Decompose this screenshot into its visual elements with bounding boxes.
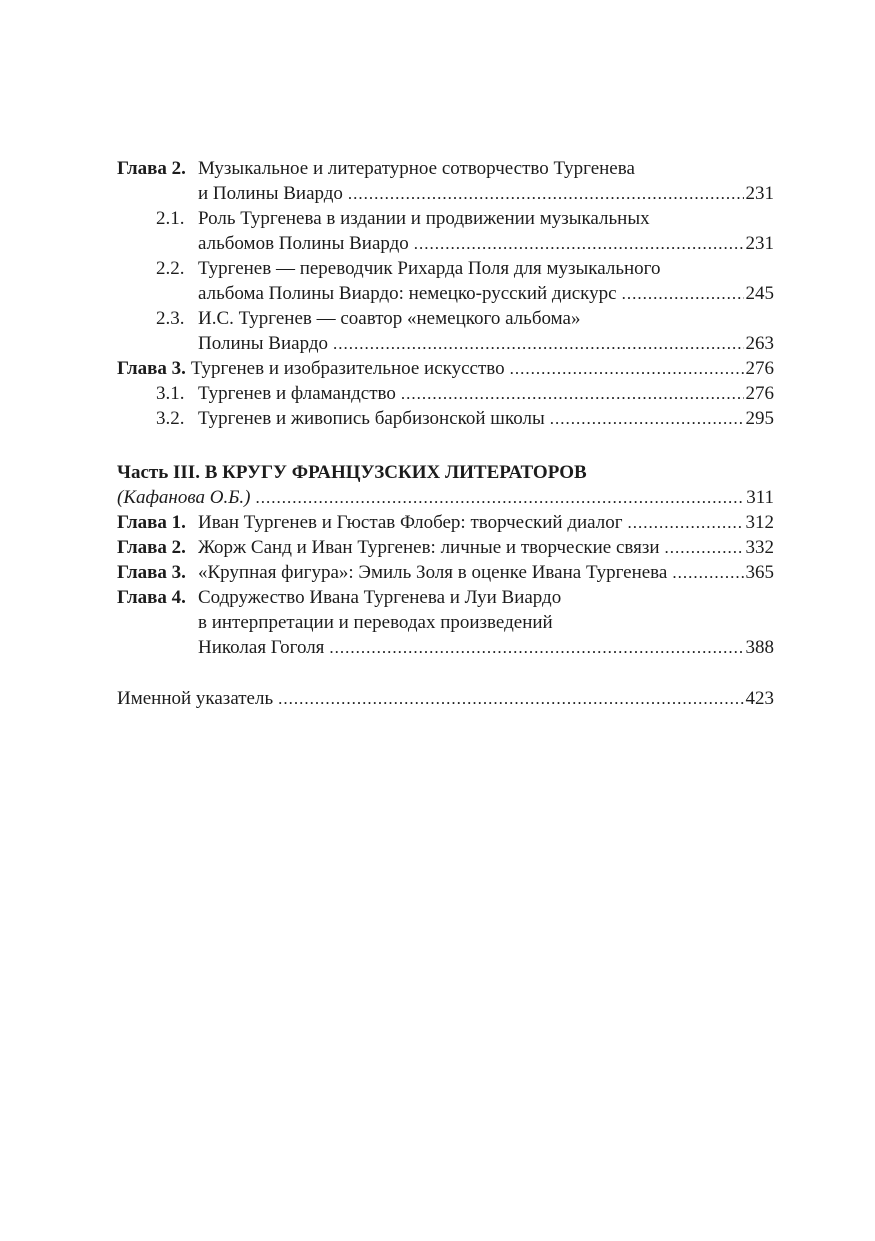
toc-entry-section-2-3 [117, 306, 774, 331]
chapter-title: Содружество Ивана Тургенева и Луи Виардо [198, 587, 562, 608]
toc-entry-section-2-2 [117, 256, 774, 281]
section-title: Тургенев и живопись барбизонской школы [198, 408, 545, 429]
dot-leader [333, 331, 744, 356]
section-number: 2.3. [156, 308, 185, 329]
chapter-label: Глава 3. [117, 358, 186, 379]
section-number: 2.1. [156, 208, 185, 229]
dot-leader [278, 686, 743, 711]
toc-entry-section-3-2 [117, 406, 774, 431]
chapter-title: Жорж Санд и Иван Тургенев: личные и творческие связи [198, 537, 660, 558]
section-number: 3.1. [156, 383, 185, 404]
page-number: 245 [745, 283, 774, 304]
page-number: 276 [745, 358, 774, 379]
dot-leader [628, 510, 744, 535]
section-number: 3.2. [156, 408, 185, 429]
toc-entry-part-3-chapter-1 [117, 510, 774, 535]
toc-part-3-author [117, 485, 774, 510]
section-title: Роль Тургенева в издании и продвижении музыкальных [198, 208, 650, 229]
toc-entry-section-2-3-cont [117, 331, 774, 356]
page-number: 365 [745, 562, 774, 583]
dot-leader [329, 635, 743, 660]
section-title-cont: альбома Полины Виардо: немецко-русский дискурс [198, 283, 617, 304]
section-title-cont: альбомов Полины Виардо [198, 233, 409, 254]
toc-entry-part-3-chapter-2 [117, 535, 774, 560]
section-title: Тургенев — переводчик Рихарда Поля для музыкального [198, 258, 661, 279]
chapter-title-cont: и Полины Виардо [198, 183, 343, 204]
page-number: 295 [745, 408, 774, 429]
dot-leader [622, 281, 744, 306]
section-title-cont: Полины Виардо [198, 333, 328, 354]
toc-entry-chapter-3 [117, 356, 774, 381]
dot-leader [255, 485, 744, 510]
dot-leader [348, 181, 744, 206]
table-of-contents [117, 156, 774, 711]
page-number: 388 [745, 637, 774, 658]
dot-leader [672, 560, 743, 585]
toc-entry-section-2-2-cont [117, 281, 774, 306]
dot-leader [414, 231, 744, 256]
chapter-title: «Крупная фигура»: Эмиль Золя в оценке Ивана Тургенева [198, 562, 668, 583]
chapter-title: Музыкальное и литературное сотворчество Тургенева [198, 158, 635, 179]
chapter-label: Глава 4. [117, 587, 186, 608]
section-title: И.С. Тургенев — соавтор «немецкого альбома» [198, 308, 581, 329]
toc-entry-name-index [117, 686, 774, 711]
section-number: 2.2. [156, 258, 185, 279]
page-number: 276 [745, 383, 774, 404]
toc-entry-chapter-2-cont [117, 181, 774, 206]
toc-part-3-heading [117, 460, 774, 485]
dot-leader [665, 535, 744, 560]
toc-entry-part-3-chapter-4 [117, 585, 774, 610]
toc-entry-part-3-chapter-4-cont-2 [117, 635, 774, 660]
toc-entry-section-2-1 [117, 206, 774, 231]
chapter-title: Тургенев и изобразительное искусство [190, 358, 505, 379]
page-number: 263 [745, 333, 774, 354]
page-number: 423 [745, 688, 774, 709]
page-number: 312 [745, 512, 774, 533]
chapter-title: Иван Тургенев и Гюстав Флобер: творческий диалог [198, 512, 623, 533]
chapter-title-cont: в интерпретации и переводах произведений [198, 612, 553, 633]
chapter-title-cont: Николая Гоголя [198, 637, 325, 658]
part-title: Часть III. В КРУГУ ФРАНЦУЗСКИХ ЛИТЕРАТОРОВ [117, 462, 587, 483]
chapter-label: Глава 1. [117, 512, 186, 533]
page-number: 231 [745, 183, 774, 204]
chapter-label: Глава 2. [117, 158, 186, 179]
toc-entry-section-2-1-cont [117, 231, 774, 256]
page-number: 332 [745, 537, 774, 558]
part-author: (Кафанова О.Б.) [117, 487, 251, 508]
page-number: 231 [745, 233, 774, 254]
toc-entry-part-3-chapter-3 [117, 560, 774, 585]
index-title: Именной указатель [117, 688, 274, 709]
chapter-label: Глава 3. [117, 562, 186, 583]
section-title: Тургенев и фламандство [198, 383, 396, 404]
dot-leader [401, 381, 744, 406]
toc-entry-chapter-2 [117, 156, 774, 181]
dot-leader [550, 406, 744, 431]
chapter-label: Глава 2. [117, 537, 186, 558]
toc-entry-part-3-chapter-4-cont [117, 610, 774, 635]
page-number: 311 [746, 487, 774, 508]
dot-leader [510, 356, 744, 381]
toc-entry-section-3-1 [117, 381, 774, 406]
